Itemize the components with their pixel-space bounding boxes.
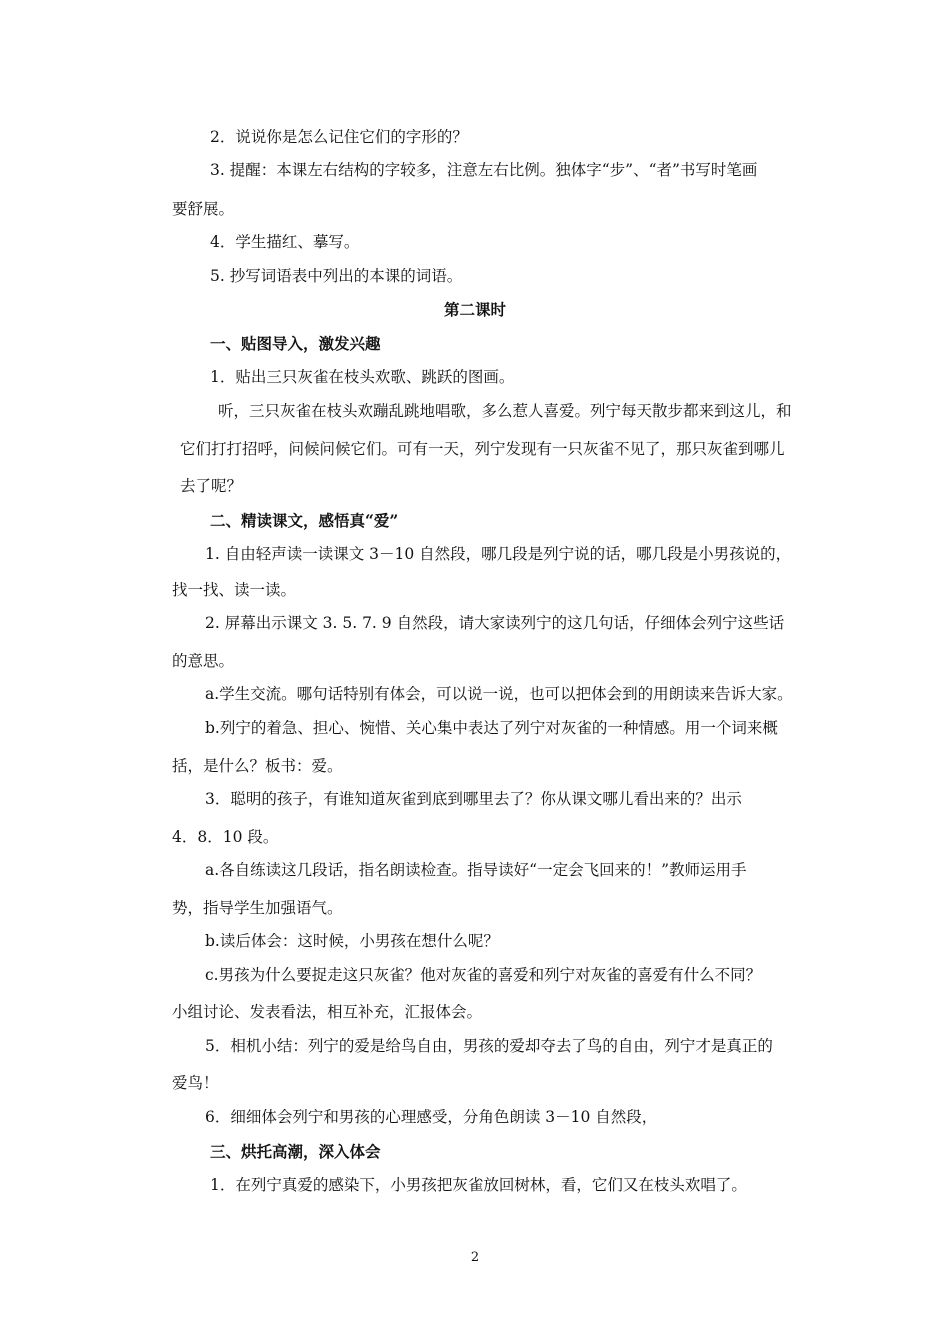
line-item-a: a.学生交流。哪句话特别有体会，可以说一说，也可以把体会到的用朗读来告诉大家。 — [205, 685, 793, 703]
line-item-a-2-cont: 势，指导学生加强语气。 — [172, 899, 343, 917]
line-read-aloud: 1. 自由轻声读一读课文 3－10 自然段，哪几段是列宁说的话，哪几段是小男孩说的， — [205, 545, 792, 563]
line-trace-copy: 4．学生描红、摹写。 — [210, 233, 360, 251]
line-item-c: c.男孩为什么要捉走这只灰雀？他对灰雀的喜爱和列宁对灰雀的喜爱有什么不同？ — [205, 966, 762, 984]
line-item-b-cont: 括，是什么？板书：爱。 — [172, 757, 343, 775]
line-copy-words: 5. 抄写词语表中列出的本课的词语。 — [210, 267, 463, 285]
line-narrative-3: 去了呢？ — [180, 477, 243, 495]
line-item-a-2: a.各自练读这几段话，指名朗读检查。指导读好“一定会飞回来的！”教师运用手 — [205, 861, 747, 879]
line-role-reading: 6．细细体会列宁和男孩的心理感受，分角色朗读 3－10 自然段， — [205, 1108, 658, 1126]
line-post-picture: 1．贴出三只灰雀在枝头欢歌、跳跃的图画。 — [210, 368, 515, 386]
line-item-b: b.列宁的着急、担心、惋惜、关心集中表达了列宁对灰雀的一种情感。用一个词来概 — [205, 719, 778, 737]
heading-part-two: 二、精读课文，感悟真“爱” — [210, 511, 399, 530]
heading-part-one: 一、贴图导入，激发兴趣 — [210, 334, 381, 353]
section-heading-lesson-two: 第二课时 — [443, 300, 506, 319]
line-read-aloud-cont: 找一找、读一读。 — [172, 581, 297, 599]
page-number: 2 — [470, 1250, 480, 1265]
line-narrative-2: 它们打打招呼，问候问候它们。可有一天，列宁发现有一只灰雀不见了，那只灰雀到哪儿 — [180, 440, 785, 458]
line-reminder: 3. 提醒：本课左右结构的字较多，注意左右比例。独体字“步”、“者”书写时笔画 — [210, 161, 758, 179]
line-reminder-cont: 要舒展。 — [172, 200, 235, 218]
line-item-b-2: b.读后体会：这时候，小男孩在想什么呢？ — [205, 932, 499, 950]
line-clever-child-cont: 4．8．10 段。 — [172, 828, 279, 846]
line-clever-child: 3．聪明的孩子，有谁知道灰雀到底到哪里去了？你从课文哪儿看出来的？出示 — [205, 790, 742, 808]
line-release-bird: 1．在列宁真爱的感染下，小男孩把灰雀放回树林，看，它们又在枝头欢唱了。 — [210, 1176, 747, 1194]
line-item-c-cont: 小组讨论、发表看法，相互补充，汇报体会。 — [172, 1003, 483, 1021]
line-summary: 5．相机小结：列宁的爱是给鸟自由，男孩的爱却夺去了鸟的自由，列宁才是真正的 — [205, 1037, 773, 1055]
heading-part-three: 三、烘托高潮，深入体会 — [210, 1142, 381, 1161]
line-review-question: 2．说说你是怎么记住它们的字形的？ — [210, 128, 468, 146]
line-screen-show: 2. 屏幕出示课文 3. 5. 7. 9 自然段，请大家读列宁的这几句话，仔细体会列宁这些话 — [205, 614, 785, 632]
line-screen-show-cont: 的意思。 — [172, 652, 235, 670]
line-narrative-1: 听，三只灰雀在枝头欢蹦乱跳地唱歌，多么惹人喜爱。列宁每天散步都来到这儿，和 — [218, 402, 792, 420]
line-summary-cont: 爱鸟！ — [172, 1074, 219, 1092]
